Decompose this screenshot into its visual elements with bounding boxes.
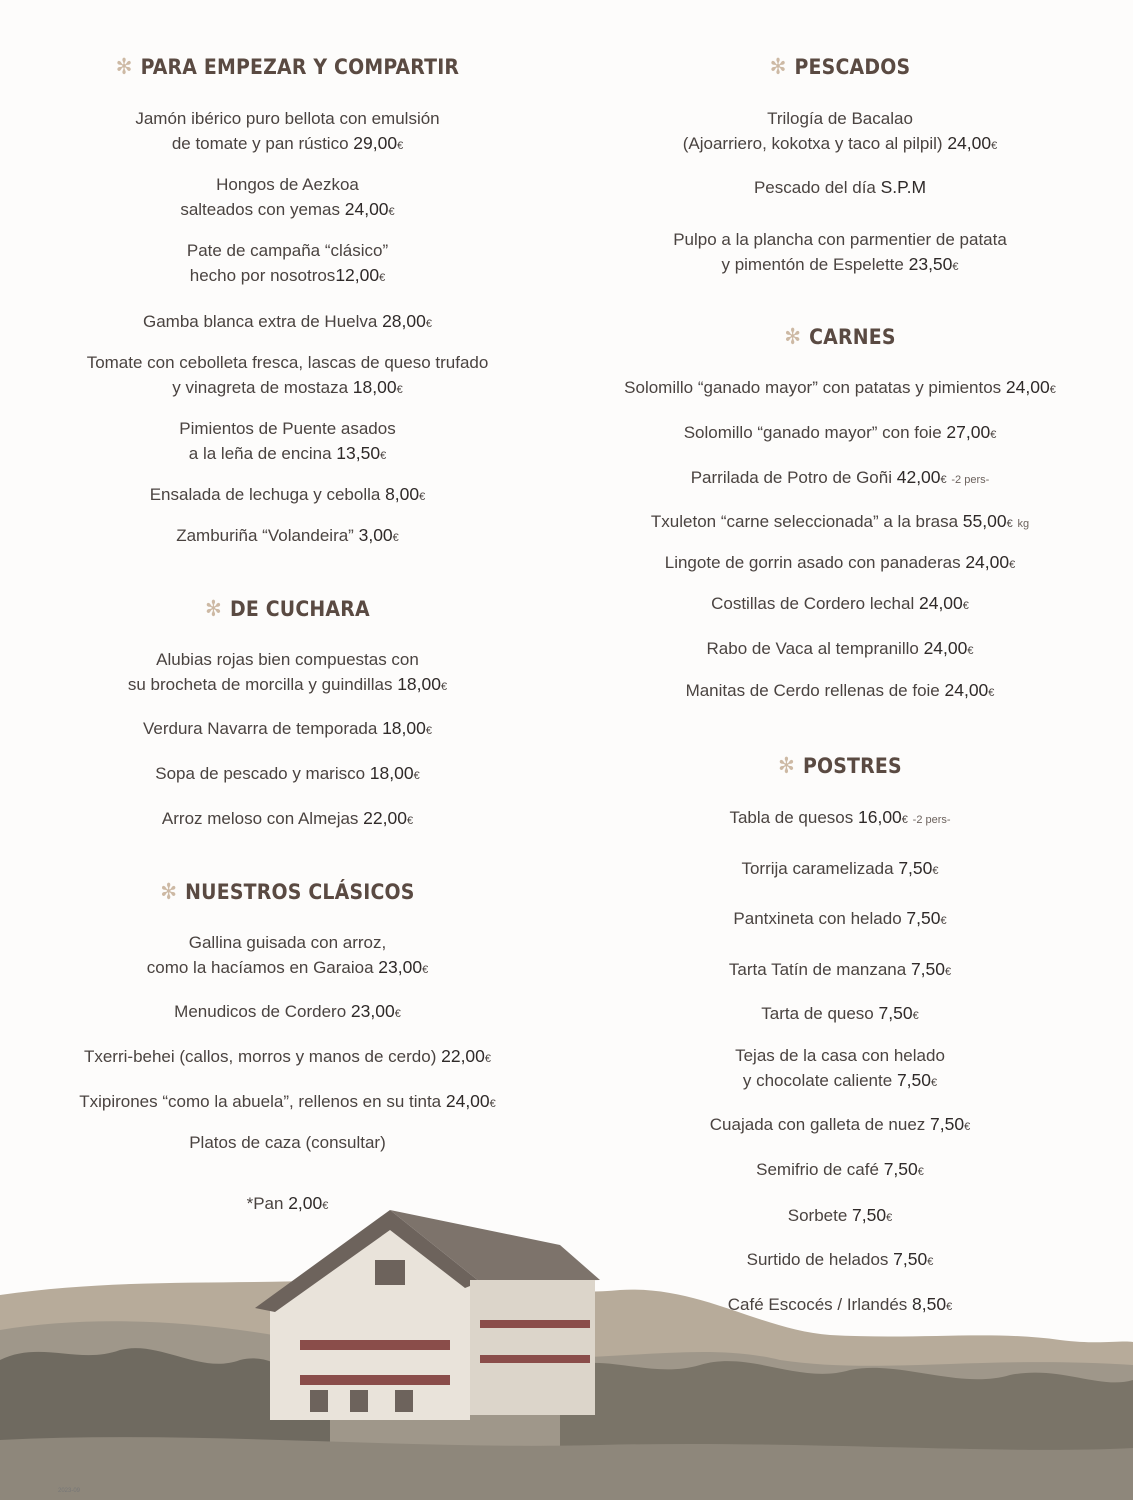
menu-item: Hongos de Aezkoa salteados con yemas 24,00€ <box>180 175 395 219</box>
menu-item: Gallina guisada con arroz, como la hacíamos en Garaioa 23,00€ <box>146 933 429 977</box>
menu-item: Alubias rojas bien compuestas con su brocheta de morcilla y guindillas 18,00€ <box>127 650 448 694</box>
menu-item: Tomate con cebolleta fresca, lascas de queso trufado y vinagreta de mostaza 18,00€ <box>86 353 489 397</box>
menu-item: Txipirones “como la abuela”, rellenos en su tinta 24,00€ <box>79 1091 496 1111</box>
asterisk-icon: ✻ <box>784 325 802 350</box>
house <box>255 1210 600 1420</box>
menu-item: Txuleton “carne seleccionada” a la brasa 55,00€ kg <box>650 511 1030 531</box>
section-heading-classics: ✻ NUESTROS CLÁSICOS <box>160 880 415 905</box>
menu-item: Costillas de Cordero lechal 24,00€ <box>711 593 969 613</box>
house-landscape-illustration <box>0 1190 1133 1500</box>
menu-item: Rabo de Vaca al tempranillo 24,00€ <box>706 638 974 658</box>
bread-note: *Pan 2,00€ <box>246 1193 329 1213</box>
menu-item: Platos de caza (consultar) <box>189 1133 386 1152</box>
menu-item: Jamón ibérico puro bellota con emulsión de tomate y pan rústico 29,00€ <box>135 109 440 153</box>
menu-item: Sorbete 7,50€ <box>787 1205 893 1225</box>
menu-item: Verdura Navarra de temporada 18,00€ <box>142 718 432 738</box>
section-heading-meat: ✻ CARNES <box>784 325 896 350</box>
section-heading-starters: ✻ PARA EMPEZAR Y COMPARTIR <box>115 55 460 80</box>
menu-item: Torrija caramelizada 7,50€ <box>741 858 939 878</box>
menu-item: Cuajada con galleta de nuez 7,50€ <box>709 1114 971 1134</box>
menu-item: Ensalada de lechuga y cebolla 8,00€ <box>149 484 426 504</box>
menu-item: Txerri-behei (callos, morros y manos de cerdo) 22,00€ <box>83 1046 492 1066</box>
menu-item: Café Escocés / Irlandés 8,50€ <box>727 1294 953 1314</box>
menu-item: Sopa de pescado y marisco 18,00€ <box>155 763 420 783</box>
menu-item: Pescado del día S.P.M <box>753 177 927 197</box>
section-heading-desserts: ✻ POSTRES <box>778 754 902 779</box>
menu-item: Pimientos de Puente asados a la leña de encina 13,50€ <box>179 419 396 463</box>
menu-item: Gamba blanca extra de Huelva 28,00€ <box>142 311 432 331</box>
menu-item: Menudicos de Cordero 23,00€ <box>174 1001 401 1021</box>
menu-item: Arroz meloso con Almejas 22,00€ <box>161 808 414 828</box>
menu-item: Manitas de Cerdo rellenas de foie 24,00€ <box>685 680 995 700</box>
menu-item: Surtido de helados 7,50€ <box>746 1249 934 1269</box>
asterisk-icon: ✻ <box>115 55 133 80</box>
asterisk-icon: ✻ <box>160 880 178 905</box>
menu-item: Tejas de la casa con helado y chocolate caliente 7,50€ <box>735 1046 945 1090</box>
menu-item: Tarta de queso 7,50€ <box>761 1003 919 1023</box>
menu-item: Pantxineta con helado 7,50€ <box>733 908 947 928</box>
menu-item: Zamburiña “Volandeira” 3,00€ <box>176 525 399 545</box>
section-heading-fish: ✻ PESCADOS <box>769 55 911 80</box>
menu-item: Pate de campaña “clásico” hecho por nosotros12,00€ <box>186 241 389 285</box>
menu-item: Semifrio de café 7,50€ <box>756 1159 924 1179</box>
menu-item: Parrilada de Potro de Goñi 42,00€ -2 pers- <box>690 467 990 487</box>
section-heading-spoon: ✻ DE CUCHARA <box>205 597 370 622</box>
menu-item: Solomillo “ganado mayor” con foie 27,00€ <box>683 422 997 442</box>
menu-item: Solomillo “ganado mayor” con patatas y pimientos 24,00€ <box>624 377 1056 397</box>
print-code: 2023-09 <box>58 1488 81 1494</box>
menu-item: Tarta Tatín de manzana 7,50€ <box>728 959 952 979</box>
menu-item: Pulpo a la plancha con parmentier de patata y pimentón de Espelette 23,50€ <box>673 230 1007 274</box>
asterisk-icon: ✻ <box>205 597 222 622</box>
asterisk-icon: ✻ <box>778 754 795 779</box>
menu-item: Tabla de quesos 16,00€ -2 pers- <box>729 807 951 827</box>
menu-item: Trilogía de Bacalao (Ajoarriero, kokotxa y taco al pilpil) 24,00€ <box>682 109 998 153</box>
menu-item: Lingote de gorrin asado con panaderas 24,00€ <box>664 552 1016 572</box>
asterisk-icon: ✻ <box>769 55 787 80</box>
